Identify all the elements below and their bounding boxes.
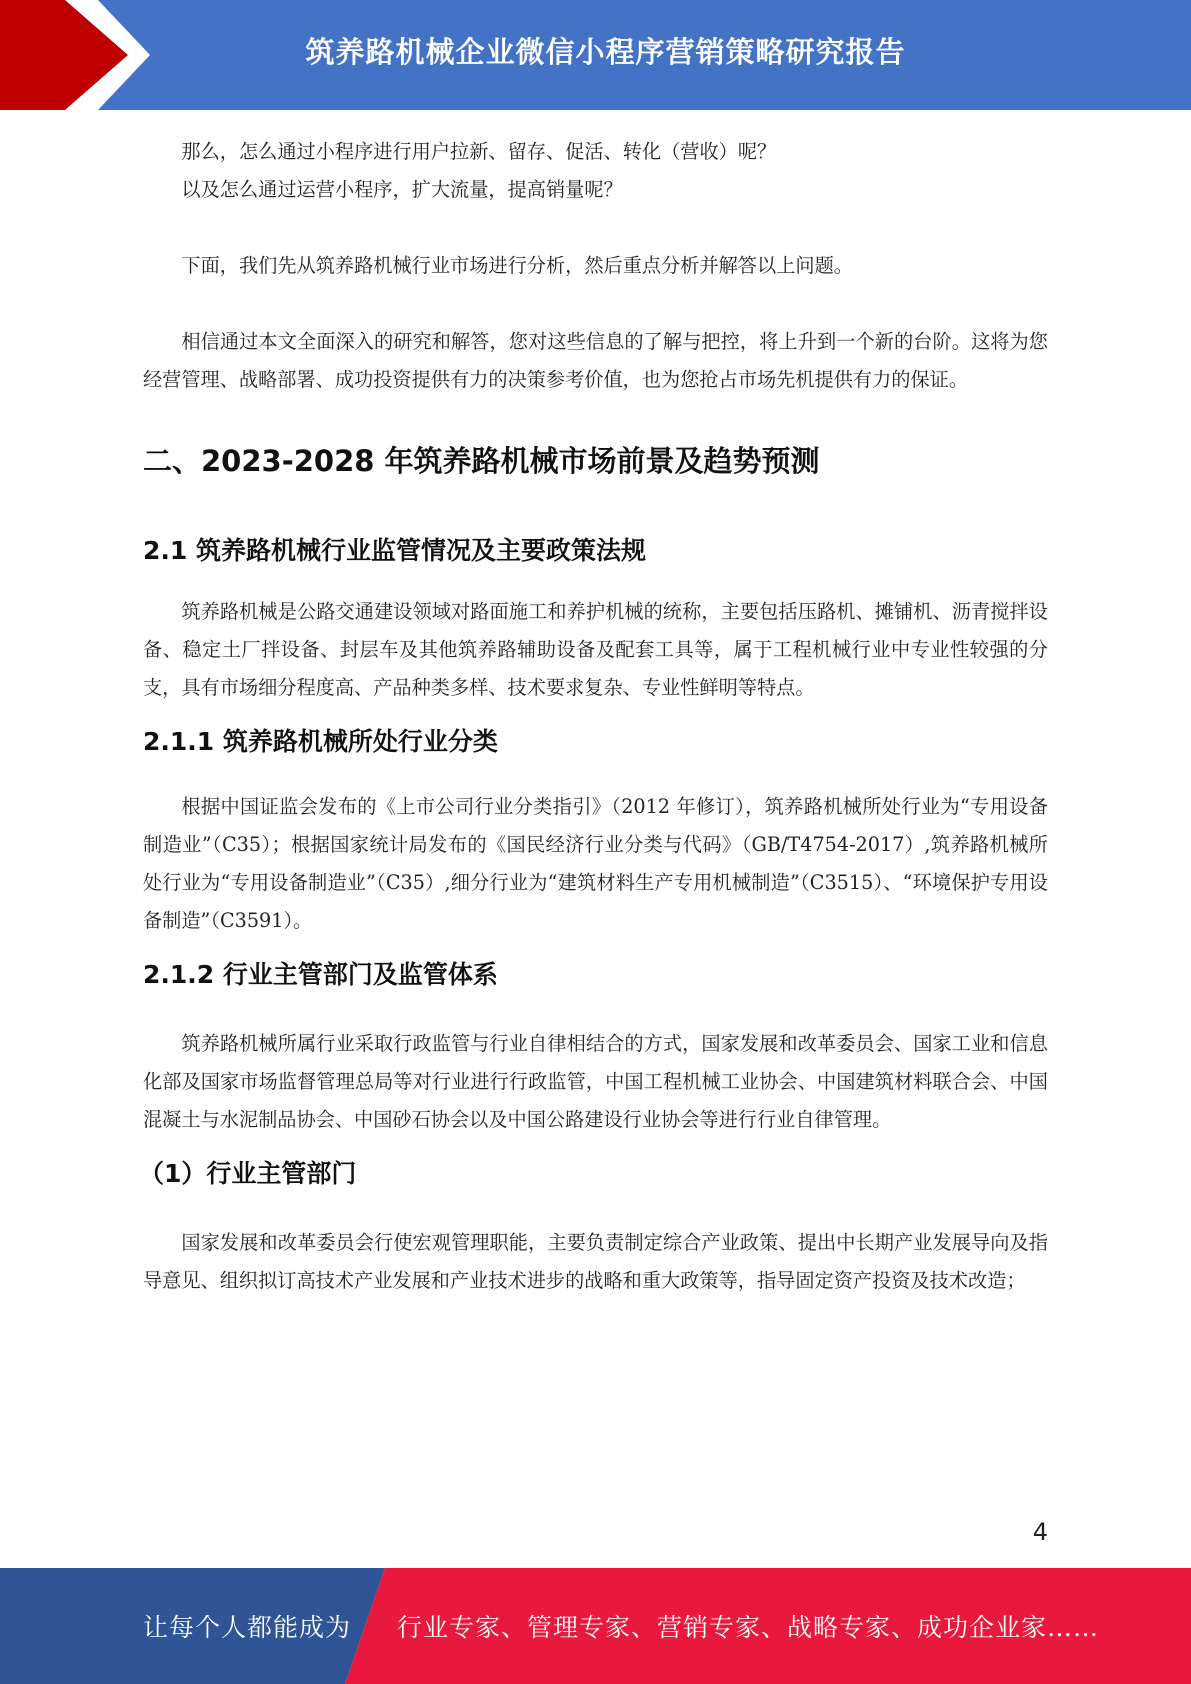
section-heading: 二、2023-2028 年筑养路机械市场前景及趋势预测 [143,444,820,478]
document-body [139,133,1048,1300]
footer-slogan-left: 让每个人都能成为 [143,1613,352,1642]
paragraph: 筑养路机械所属行业采取行政监管与行业自律相结合的方式，国家发展和改革委员会、国家工业和信息化部及国家市场监督管理总局等对行业进行行政监管，中国工程机械工业协会、中国建筑材料联合会、中国混凝土与水泥制品协会、中国砂石协会以及中国公路建设行业协会等进行行业自律管理。 [143,1032,1048,1131]
paragraph: 那么，怎么通过小程序进行用户拉新、留存、促活、转化（营收）呢？ [181,140,777,163]
footer-slogan-right: 行业专家、管理专家、营销专家、战略专家、成功企业家…… [397,1613,1100,1642]
page-number: 4 [1032,1518,1048,1546]
paragraph: 相信通过本文全面深入的研究和解答，您对这些信息的了解与把控，将上升到一个新的台阶。这将为您经营管理、战略部署、成功投资提供有力的决策参考价值，也为您抢占市场先机提供有力的保证。 [143,330,1048,391]
paragraph: 以及怎么通过运营小程序，扩大流量，提高销量呢？ [181,178,623,201]
report-title: 筑养路机械企业微信小程序营销策略研究报告 [305,34,906,69]
subsection-heading: 2.1.2 行业主管部门及监管体系 [143,960,498,989]
paragraph: 筑养路机械是公路交通建设领域对路面施工和养护机械的统称，主要包括压路机、摊铺机、沥青搅拌设备、稳定土厂拌设备、封层车及其他筑养路辅助设备及配套工具等，属于工程机械行业中专业性较强的分支，具有市场细分程度高、产品种类多样、技术要求复杂、专业性鲜明等特点。 [143,600,1048,699]
page-footer [0,1568,1191,1684]
paragraph: 根据中国证监会发布的《上市公司行业分类指引》（2012 年修订），筑养路机械所处行业为“专用设备制造业”（C35）；根据国家统计局发布的《国民经济行业分类与代码》（GB/T4754-2017）,筑养路机械所处行业为“专用设备制造业”（C35）,细分行业为“建筑材料生产专用机械制造”（C3515）、“环境保护专用设备制造”（C3591）。 [143,795,1048,932]
paragraph: 下面，我们先从筑养路机械行业市场进行分析，然后重点分析并解答以上问题。 [181,254,853,277]
subsection-heading: 2.1 筑养路机械行业监管情况及主要政策法规 [143,536,646,565]
page-header [0,0,1191,110]
subsection-heading: （1）行业主管部门 [139,1159,357,1188]
paragraph: 国家发展和改革委员会行使宏观管理职能，主要负责制定综合产业政策、提出中长期产业发展导向及指导意见、组织拟订高技术产业发展和产业技术进步的战略和重大政策等，指导固定资产投资及技术改造； [143,1231,1048,1292]
subsection-heading: 2.1.1 筑养路机械所处行业分类 [143,727,498,756]
